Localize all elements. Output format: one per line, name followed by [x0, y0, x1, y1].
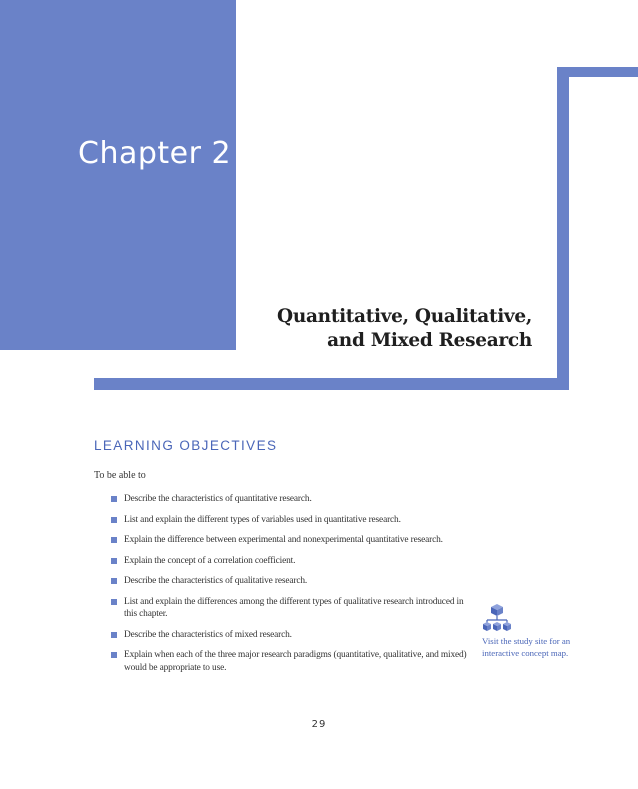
learning-objectives-heading: LEARNING OBJECTIVES — [94, 438, 278, 453]
square-bullet-icon — [111, 517, 117, 523]
objective-item — [111, 629, 467, 642]
objective-item — [111, 555, 467, 568]
objective-item — [111, 534, 467, 547]
frame-bottom-bar — [94, 378, 569, 390]
chapter-label: Chapter 2 — [78, 136, 232, 171]
square-bullet-icon — [111, 537, 117, 543]
square-bullet-icon — [111, 632, 117, 638]
square-bullet-icon — [111, 599, 117, 605]
objective-text: List and explain the differences among the different types of qualitative research introduced in this chapter. — [124, 596, 464, 619]
frame-top-bar — [557, 67, 638, 77]
objective-text: Describe the characteristics of qualitative research. — [124, 576, 308, 586]
study-site-note[interactable]: Visit the study site for an interactive concept map. — [482, 636, 571, 658]
frame-right-bar — [557, 67, 569, 390]
page-number: 29 — [311, 719, 327, 730]
chapter-title — [277, 305, 532, 353]
objective-item — [111, 596, 467, 621]
objective-item — [111, 493, 467, 506]
objective-item — [111, 649, 467, 674]
objective-item — [111, 575, 467, 588]
square-bullet-icon — [111, 496, 117, 502]
objective-text: Explain the difference between experimental and nonexperimental quantitative research. — [124, 535, 443, 545]
chapter-title-line-1: Quantitative, Qualitative, — [277, 306, 532, 327]
objective-item — [111, 514, 467, 527]
objective-text: List and explain the different types of variables used in quantitative research. — [124, 514, 401, 525]
square-bullet-icon — [111, 558, 117, 564]
objective-text: Explain when each of the three major research paradigms (quantitative, qualitative, and mixed) would be appropriate to use. — [124, 650, 467, 673]
learning-objectives-intro: To be able to — [94, 470, 146, 481]
objective-text: Describe the characteristics of quantitative research. — [124, 494, 312, 504]
concept-map-icon[interactable] — [482, 603, 512, 633]
objectives-list — [111, 493, 467, 682]
square-bullet-icon — [111, 578, 117, 584]
chapter-title-line-2: and Mixed Research — [327, 330, 532, 351]
square-bullet-icon — [111, 652, 117, 658]
objective-text: Describe the characteristics of mixed research. — [124, 629, 292, 640]
objective-text: Explain the concept of a correlation coefficient. — [124, 555, 296, 566]
